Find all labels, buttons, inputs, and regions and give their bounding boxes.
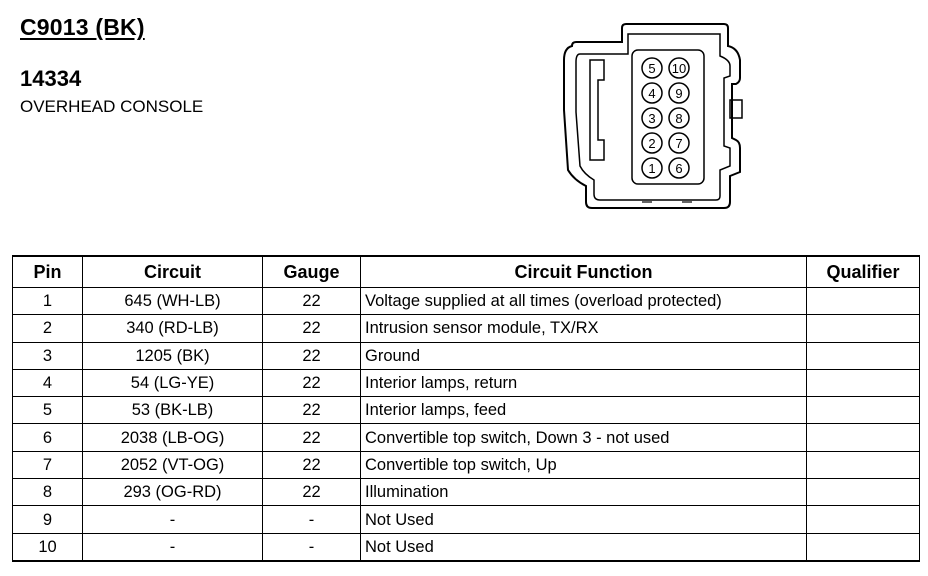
cell-function: Not Used <box>361 506 807 533</box>
pin-label: 4 <box>648 86 656 101</box>
pin-label: 9 <box>675 86 683 101</box>
cell-gauge: 22 <box>263 479 361 506</box>
header-circuit: Circuit <box>83 256 263 288</box>
cell-pin: 4 <box>13 369 83 396</box>
cell-function: Ground <box>361 342 807 369</box>
table-row <box>13 315 920 342</box>
cell-pin: 6 <box>13 424 83 451</box>
cell-circuit: 53 (BK-LB) <box>83 397 263 424</box>
header-qualifier: Qualifier <box>807 256 920 288</box>
cell-circuit: 1205 (BK) <box>83 342 263 369</box>
cell-pin: 8 <box>13 479 83 506</box>
cell-qualifier <box>807 533 920 561</box>
cell-circuit: 54 (LG-YE) <box>83 369 263 396</box>
table-header-row <box>13 256 920 288</box>
pin-label: 3 <box>648 111 656 126</box>
cell-qualifier <box>807 315 920 342</box>
cell-function: Intrusion sensor module, TX/RX <box>361 315 807 342</box>
cell-pin: 5 <box>13 397 83 424</box>
header-gauge: Gauge <box>263 256 361 288</box>
table-row <box>13 342 920 369</box>
pin-label: 1 <box>648 161 656 176</box>
table-row <box>13 288 920 315</box>
pin-label: 8 <box>675 111 683 126</box>
cell-circuit: 2038 (LB-OG) <box>83 424 263 451</box>
pin-label: 2 <box>648 136 656 151</box>
cell-circuit: - <box>83 533 263 561</box>
cell-function: Illumination <box>361 479 807 506</box>
cell-function: Convertible top switch, Up <box>361 451 807 478</box>
cell-function: Voltage supplied at all times (overload protected) <box>361 288 807 315</box>
cell-qualifier <box>807 451 920 478</box>
cell-circuit: - <box>83 506 263 533</box>
cell-function: Not Used <box>361 533 807 561</box>
cell-circuit: 293 (OG-RD) <box>83 479 263 506</box>
cell-qualifier <box>807 397 920 424</box>
part-number: 14334 <box>20 66 82 91</box>
cell-gauge: - <box>263 506 361 533</box>
table-row <box>13 479 920 506</box>
connector-location: OVERHEAD CONSOLE <box>20 97 204 116</box>
connector-face-diagram <box>560 20 750 216</box>
cell-circuit: 645 (WH-LB) <box>83 288 263 315</box>
header-pin: Pin <box>13 256 83 288</box>
cell-gauge: 22 <box>263 369 361 396</box>
cell-gauge: 22 <box>263 424 361 451</box>
cell-function: Convertible top switch, Down 3 - not used <box>361 424 807 451</box>
pin-label: 7 <box>675 136 683 151</box>
cell-pin: 10 <box>13 533 83 561</box>
cell-gauge: - <box>263 533 361 561</box>
cell-circuit: 340 (RD-LB) <box>83 315 263 342</box>
cell-qualifier <box>807 506 920 533</box>
cell-qualifier <box>807 424 920 451</box>
connector-id: C9013 (BK) <box>20 14 145 40</box>
cell-pin: 1 <box>13 288 83 315</box>
cell-pin: 7 <box>13 451 83 478</box>
cell-gauge: 22 <box>263 397 361 424</box>
cell-function: Interior lamps, return <box>361 369 807 396</box>
cell-pin: 9 <box>13 506 83 533</box>
cell-circuit: 2052 (VT-OG) <box>83 451 263 478</box>
pinout-table <box>12 255 920 562</box>
cell-qualifier <box>807 342 920 369</box>
table-row <box>13 369 920 396</box>
header-circuit-function: Circuit Function <box>361 256 807 288</box>
cell-gauge: 22 <box>263 315 361 342</box>
cell-qualifier <box>807 288 920 315</box>
table-row <box>13 424 920 451</box>
cell-qualifier <box>807 479 920 506</box>
pin-label: 10 <box>671 61 687 76</box>
table-row <box>13 451 920 478</box>
cell-gauge: 22 <box>263 288 361 315</box>
table-row <box>13 506 920 533</box>
cell-gauge: 22 <box>263 342 361 369</box>
table-row <box>13 533 920 561</box>
pin-label: 6 <box>675 161 683 176</box>
cell-gauge: 22 <box>263 451 361 478</box>
cell-pin: 3 <box>13 342 83 369</box>
table-row <box>13 397 920 424</box>
cell-function: Interior lamps, feed <box>361 397 807 424</box>
cell-qualifier <box>807 369 920 396</box>
pin-label: 5 <box>648 61 656 76</box>
cell-pin: 2 <box>13 315 83 342</box>
